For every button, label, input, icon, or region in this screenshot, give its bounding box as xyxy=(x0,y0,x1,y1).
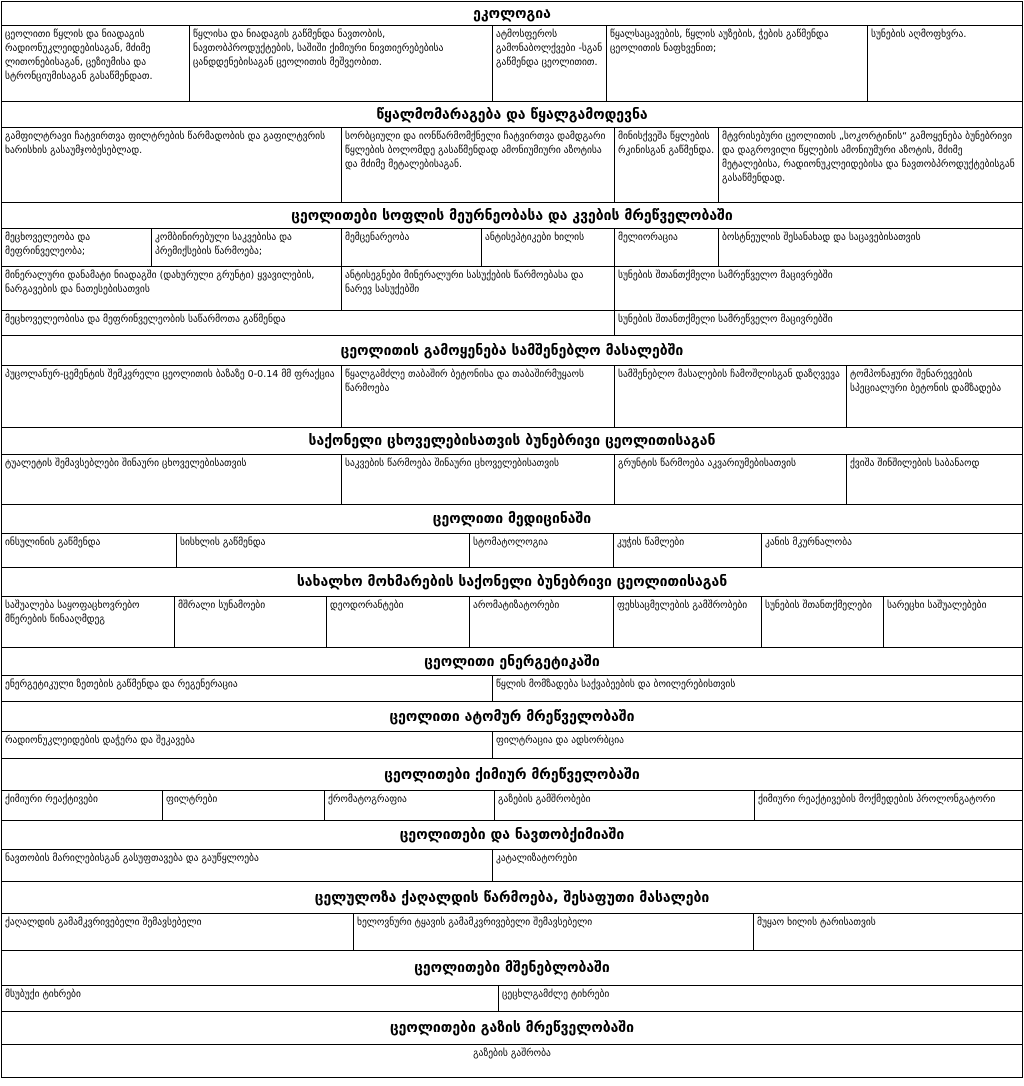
table-cell: ქაღალდის გამამკვრივებელი შემავსებელი xyxy=(2,914,354,950)
section-7 xyxy=(2,568,1022,648)
table-cell: ქრომატოგრაფია xyxy=(325,791,495,820)
table-row xyxy=(2,267,1022,311)
section-6 xyxy=(2,505,1022,568)
table-cell: კუჭის წამლები xyxy=(614,534,762,567)
table-row xyxy=(2,732,1022,759)
section-title: ცეოლითი მედიცინაში xyxy=(2,505,1022,534)
table-row xyxy=(2,986,1022,1012)
table-cell: ენერგეტიკული ზეთების გაწმენდა და რეგენერაცია xyxy=(2,676,493,701)
table-cell: წყლისა და ნიადაგის გაწმენდა ნავთობის, ნავთობპროდუქტების, საშიში ქიმიური ნივთიერებებისა ცანდდენებისაგან ცეოლითის მეშვეობით. xyxy=(190,26,493,101)
table-cell: მელიორაცია xyxy=(615,229,719,266)
table-cell: მეცხოველეობისა და მეფრინველეობის საწარმოთა გაწმენდა xyxy=(2,311,615,335)
table-cell: ფილტრაცია და ადსორბცია xyxy=(496,735,624,746)
table-cell: წყლის მომზადება საქვაბეების და ბოილერებისთვის xyxy=(496,679,736,690)
section-title: ცეოლითის გამოყენება სამშენებლო მასალებში xyxy=(2,336,1022,366)
table-cell: სუნების შთანთქმელი სამრეწველო მაცივრებში xyxy=(618,270,833,281)
table-cell: ქვიშა შინშილების საბანაოდ xyxy=(850,458,980,469)
table-cell: წყალსაცავების, წყლის აუზების, ჭების გაწმენდა ცეოლითის ნაფხვენით; xyxy=(607,26,868,101)
table-cell: გრუნტის წარმოება აკვარიუმებისათვის xyxy=(615,455,847,504)
table-cell: სარეცხი საშუალებები xyxy=(887,600,987,611)
table-cell: მინისქვეშა წყლების რკინისგან გაწმენდა. xyxy=(615,128,719,202)
section-14 xyxy=(2,1012,1022,1078)
table-row xyxy=(2,229,1022,267)
table-cell: ატმოსფეროს გამონაბოლქვები -სგან გაწმენდა ცეოლითით. xyxy=(493,26,607,101)
section-title: ცეოლითები და ნავთობქიმიაში xyxy=(2,821,1022,850)
table-cell: ფილტრები xyxy=(163,791,325,820)
table-cell: სორბციული და იონწარმომქნელი ჩატვირთვა დამდგარი წყლების ბოლომდე გასაწმენდად ამონიუმიური აზოტისა და მძიმე მეტალებისაგან. xyxy=(342,128,615,202)
table-row xyxy=(2,676,1022,702)
table-cell: ნავთობის მარილებისგან გასუფთავება და გაუწყლოება xyxy=(2,850,493,881)
section-5 xyxy=(2,428,1022,505)
section-12 xyxy=(2,882,1022,951)
table-cell: გაზების გაშრობა xyxy=(473,1048,551,1059)
table-cell: სამშენებლო მასალების ჩამოშლისგან დაზღვევა xyxy=(615,366,847,427)
table-cell: კომბინირებული საკვებისა და პრემიქსების წარმოება; xyxy=(152,229,342,266)
table-cell: ანტისეპტიკები ხილის xyxy=(482,229,615,266)
table-cell: ხელოვნური ტყავის გამამკვრივებელი შემავსებელი xyxy=(354,914,754,950)
table-row xyxy=(2,26,1022,102)
table-cell: ცეცხლგამძლე ტიხრები xyxy=(502,989,610,1000)
table-cell: ქიმიური რეაქტივები xyxy=(2,791,163,820)
table-cell: ტომპონაჟური შენარევების სპეციალური ბეტონის დამზადება xyxy=(850,369,1002,394)
section-13 xyxy=(2,951,1022,1012)
table-cell: მშრალი სუნამოები xyxy=(175,597,327,647)
section-4 xyxy=(2,336,1022,428)
table-cell: ბოსტნეულის შესანახად და საცავებისათვის xyxy=(722,232,921,243)
table-row xyxy=(2,597,1022,648)
table-cell: მემცენარეობა xyxy=(342,229,482,266)
section-title: სახალხო მოხმარების საქონელი ბუნებრივი ცეოლითისაგან xyxy=(2,568,1022,597)
table-cell: სტომატოლოგია xyxy=(470,534,614,567)
table-cell: გაზების გამშრობები xyxy=(495,791,755,820)
section-title: საქონელი ცხოველებისათვის ბუნებრივი ცეოლითისაგან xyxy=(2,428,1022,455)
table-cell: გამფილტრავი ჩატვირთვა ფილტრების წარმადობის და გაფილტვრის ხარისხის გასაუმჯობესებლად. xyxy=(2,128,342,202)
table-row xyxy=(2,850,1022,882)
section-title: წყალმომარაგება და წყალგამოდევნა xyxy=(2,103,1022,128)
section-title: ცეოლითი ატომურ მრეწველობაში xyxy=(2,702,1022,732)
zeolite-applications-table xyxy=(1,1,1023,1078)
table-row xyxy=(2,914,1022,951)
section-title: ეკოლოგია xyxy=(2,2,1022,26)
section-title: ცეოლითები ქიმიურ მრეწველობაში xyxy=(2,759,1022,791)
table-cell: არომატიზატორები xyxy=(470,597,614,647)
table-cell: კატალიზატორები xyxy=(496,853,578,864)
table-cell: ცეოლითი წყლის და ნიადაგის რადიონუკლეიდებისაგან, მძიმე ლითონებისაგან, ცეზიუმისა და სტრონციუმისაგან გასაწმენდათ. xyxy=(2,26,190,101)
table-cell: მსუბუქი ტიხრები xyxy=(2,986,499,1011)
table-row xyxy=(2,1045,1022,1078)
section-2 xyxy=(2,103,1022,203)
table-cell: სუნების შთანთქმელი სამრეწველო მაცივრებში xyxy=(618,314,833,325)
table-cell: ინსულინის გაწმენდა xyxy=(2,534,177,567)
table-cell: ფეხსაცმელების გამშრობები xyxy=(614,597,762,647)
table-cell: რადიონუკლეიდების დაჭერა და შეკავება xyxy=(2,732,493,758)
table-cell: მინერალური დანამატი ნიადაგში (დახურული გრუნტი) ყვავილების, ნარგავების და ნათესებისათვის xyxy=(2,267,342,310)
table-cell: პუცოლანურ-ცემენტის შემკვრელი ცეოლითის ბაზაზე 0-0.14 მმ ფრაქცია xyxy=(2,366,342,427)
section-9 xyxy=(2,702,1022,759)
table-cell: მტვრისებური ცეოლითის „სოკორტინის“ გამოყენება ბუნებრივი და დაგროვილი წყლების ამონიუმური აზოტის, მძიმე მეტალებისა, რადიონუკლეიდებისა და ნავთობპროდუქტებისგან გასაწმენდად. xyxy=(722,131,1015,184)
table-row xyxy=(2,791,1022,821)
table-cell: კანის მკურნალობა xyxy=(765,537,852,548)
section-1 xyxy=(2,2,1022,102)
table-cell: სისხლის გაწმენდა xyxy=(177,534,470,567)
table-cell: სუნების აღმოფხვრა. xyxy=(871,29,967,40)
table-row xyxy=(2,534,1022,568)
section-8 xyxy=(2,648,1022,702)
section-title: ცეოლითები მშენებლობაში xyxy=(2,951,1022,986)
table-cell: სუნების შთანთქმელები xyxy=(762,597,884,647)
table-cell: ტუალეტის შემავსებლები შინაური ცხოველებისათვის xyxy=(2,455,342,504)
section-title: ცეოლითები გაზის მრეწველობაში xyxy=(2,1012,1022,1045)
table-cell: ქიმიური რეაქტივების მოქმედების პროლონგატორი xyxy=(758,794,996,805)
table-cell: საშუალება საყოფაცხოვრებო მწერების წინააღმდეგ xyxy=(2,597,175,647)
table-row xyxy=(2,366,1022,428)
table-row xyxy=(2,455,1022,505)
section-11 xyxy=(2,821,1022,882)
table-cell: მუყაო ხილის ტარისათვის xyxy=(757,917,876,928)
table-cell: დეოდორანტები xyxy=(327,597,470,647)
table-cell: წყალგამძლე თაბაშირ ბეტონისა და თაბაშირმუყაოს წარმოება xyxy=(342,366,615,427)
table-cell: საკვების წარმოება შინაური ცხოველებისათვის xyxy=(342,455,615,504)
table-cell: ანტისეგნები მინერალური სასუქების წარმოებასა და ნარევ სასუქებში xyxy=(342,267,615,310)
section-10 xyxy=(2,759,1022,821)
section-3 xyxy=(2,203,1022,336)
table-row xyxy=(2,128,1022,203)
section-title: ცელულოზა ქაღალდის წარმოება, შესაფუთი მასალები xyxy=(2,882,1022,914)
section-title: ცეოლითი ენერგეტიკაში xyxy=(2,648,1022,676)
table-row xyxy=(2,311,1022,336)
table-cell: მეცხოველეობა და მეფრინველეობა; xyxy=(2,229,152,266)
section-title: ცეოლითები სოფლის მეურნეობასა და კვების მრეწველობაში xyxy=(2,203,1022,229)
